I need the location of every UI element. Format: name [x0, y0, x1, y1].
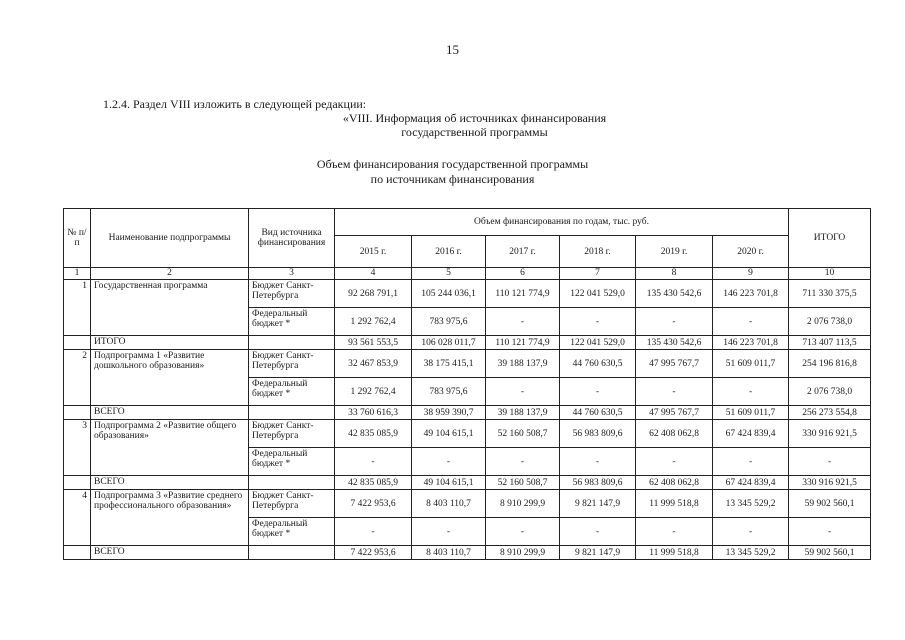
total-amount-cell: 256 273 554,8: [789, 406, 871, 420]
funding-source: Федеральный бюджет *: [249, 378, 335, 406]
amount-cell: 59 902 560,1: [789, 490, 871, 518]
amount-cell: 47 995 767,7: [636, 350, 713, 378]
total-label: ВСЕГО: [91, 546, 249, 560]
subprogram-name: Государственная программа: [91, 280, 249, 336]
total-row: [64, 546, 871, 560]
table-body: [64, 280, 871, 560]
amount-cell: 8 403 110,7: [412, 490, 486, 518]
header-year: 2017 г.: [486, 236, 560, 268]
intro-paragraph: 1.2.4. Раздел VIII изложить в следующей редакции:: [103, 97, 367, 111]
amount-cell: 38 175 415,1: [412, 350, 486, 378]
amount-cell: -: [636, 448, 713, 476]
total-amount-cell: 330 916 921,5: [789, 476, 871, 490]
amount-cell: -: [335, 448, 412, 476]
row-number: 2: [64, 350, 91, 406]
total-row-source: [249, 476, 335, 490]
funding-source: Федеральный бюджет *: [249, 448, 335, 476]
total-amount-cell: 67 424 839,4: [713, 476, 789, 490]
amount-cell: 7 422 953,6: [335, 490, 412, 518]
column-number: 6: [486, 268, 560, 280]
page-number: 15: [446, 42, 459, 57]
total-amount-cell: 44 760 630,5: [560, 406, 636, 420]
table-row: [64, 350, 871, 378]
amount-cell: -: [713, 378, 789, 406]
header-year: 2016 г.: [412, 236, 486, 268]
amount-cell: 135 430 542,6: [636, 280, 713, 308]
amount-cell: -: [412, 448, 486, 476]
amount-cell: 49 104 615,1: [412, 420, 486, 448]
amount-cell: -: [713, 448, 789, 476]
total-row-num: [64, 476, 91, 490]
total-row: [64, 406, 871, 420]
table-row: [64, 420, 871, 448]
total-amount-cell: 110 121 774,9: [486, 336, 560, 350]
amount-cell: 2 076 738,0: [789, 378, 871, 406]
subtitle-line-1: Объем финансирования государственной программы: [316, 157, 589, 171]
total-amount-cell: 11 999 518,8: [636, 546, 713, 560]
amount-cell: 254 196 816,8: [789, 350, 871, 378]
amount-cell: 110 121 774,9: [486, 280, 560, 308]
amount-cell: 1 292 762,4: [335, 378, 412, 406]
amount-cell: 42 835 085,9: [335, 420, 412, 448]
amount-cell: -: [713, 518, 789, 546]
amount-cell: 11 999 518,8: [636, 490, 713, 518]
funding-source: Бюджет Санкт-Петербурга: [249, 420, 335, 448]
subtitle-line-2: по источникам финансирования: [370, 172, 535, 186]
header-years-group: Объем финансирования по годам, тыс. руб.: [335, 209, 789, 236]
amount-cell: -: [486, 518, 560, 546]
total-row: [64, 336, 871, 350]
amount-cell: -: [486, 448, 560, 476]
table-row: [64, 490, 871, 518]
amount-cell: 783 975,6: [412, 378, 486, 406]
total-amount-cell: 39 188 137,9: [486, 406, 560, 420]
header-total: ИТОГО: [789, 209, 871, 268]
funding-source: Федеральный бюджет *: [249, 308, 335, 336]
amount-cell: 44 760 630,5: [560, 350, 636, 378]
amount-cell: 13 345 529,2: [713, 490, 789, 518]
total-amount-cell: 713 407 113,5: [789, 336, 871, 350]
total-amount-cell: 93 561 553,5: [335, 336, 412, 350]
amount-cell: 8 910 299,9: [486, 490, 560, 518]
total-amount-cell: 52 160 508,7: [486, 476, 560, 490]
total-row: [64, 476, 871, 490]
amount-cell: 146 223 701,8: [713, 280, 789, 308]
column-number: 10: [789, 268, 871, 280]
column-number: 8: [636, 268, 713, 280]
amount-cell: -: [486, 378, 560, 406]
amount-cell: 67 424 839,4: [713, 420, 789, 448]
amount-cell: 51 609 011,7: [713, 350, 789, 378]
amount-cell: -: [412, 518, 486, 546]
amount-cell: -: [560, 448, 636, 476]
total-row-source: [249, 406, 335, 420]
total-amount-cell: 8 910 299,9: [486, 546, 560, 560]
amount-cell: 2 076 738,0: [789, 308, 871, 336]
total-amount-cell: 56 983 809,6: [560, 476, 636, 490]
header-year: 2018 г.: [560, 236, 636, 268]
table-header: [64, 209, 871, 280]
total-amount-cell: 135 430 542,6: [636, 336, 713, 350]
amount-cell: 330 916 921,5: [789, 420, 871, 448]
subprogram-name: Подпрограмма 3 «Развитие среднего профессионального образования»: [91, 490, 249, 546]
header-source: Вид источника финансирования: [249, 209, 335, 268]
total-amount-cell: 122 041 529,0: [560, 336, 636, 350]
amount-cell: 32 467 853,9: [335, 350, 412, 378]
subprogram-name: Подпрограмма 1 «Развитие дошкольного образования»: [91, 350, 249, 406]
total-amount-cell: 51 609 011,7: [713, 406, 789, 420]
total-amount-cell: 62 408 062,8: [636, 476, 713, 490]
row-number: 4: [64, 490, 91, 546]
amount-cell: -: [636, 378, 713, 406]
total-amount-cell: 59 902 560,1: [789, 546, 871, 560]
amount-cell: 105 244 036,1: [412, 280, 486, 308]
total-row-num: [64, 546, 91, 560]
funding-source: Бюджет Санкт-Петербурга: [249, 490, 335, 518]
amount-cell: 122 041 529,0: [560, 280, 636, 308]
amount-cell: -: [789, 518, 871, 546]
column-number: 1: [64, 268, 91, 280]
total-amount-cell: 146 223 701,8: [713, 336, 789, 350]
column-number: 5: [412, 268, 486, 280]
amount-cell: 92 268 791,1: [335, 280, 412, 308]
amount-cell: -: [636, 518, 713, 546]
column-number: 3: [249, 268, 335, 280]
funding-source: Бюджет Санкт-Петербурга: [249, 350, 335, 378]
header-year: 2019 г.: [636, 236, 713, 268]
amount-cell: -: [560, 518, 636, 546]
amount-cell: -: [560, 378, 636, 406]
amount-cell: 52 160 508,7: [486, 420, 560, 448]
total-amount-cell: 38 959 390,7: [412, 406, 486, 420]
column-number: 2: [91, 268, 249, 280]
section-title-line-1: «VIII. Информация об источниках финансирования: [342, 111, 607, 125]
amount-cell: 711 330 375,5: [789, 280, 871, 308]
total-amount-cell: 9 821 147,9: [560, 546, 636, 560]
total-label: ИТОГО: [91, 336, 249, 350]
amount-cell: -: [335, 518, 412, 546]
header-name: Наименование подпрограммы: [91, 209, 249, 268]
total-label: ВСЕГО: [91, 476, 249, 490]
amount-cell: 1 292 762,4: [335, 308, 412, 336]
amount-cell: -: [486, 308, 560, 336]
total-amount-cell: 13 345 529,2: [713, 546, 789, 560]
amount-cell: 9 821 147,9: [560, 490, 636, 518]
amount-cell: -: [713, 308, 789, 336]
row-number: 1: [64, 280, 91, 336]
funding-source: Бюджет Санкт-Петербурга: [249, 280, 335, 308]
column-number: 4: [335, 268, 412, 280]
header-num: № п/п: [64, 209, 91, 268]
total-amount-cell: 33 760 616,3: [335, 406, 412, 420]
total-row-source: [249, 336, 335, 350]
amount-cell: -: [560, 308, 636, 336]
column-number: 7: [560, 268, 636, 280]
table-row: [64, 280, 871, 308]
section-title: [0, 111, 905, 139]
total-amount-cell: 106 028 011,7: [412, 336, 486, 350]
amount-cell: 783 975,6: [412, 308, 486, 336]
section-title-line-2: государственной программы: [401, 125, 548, 139]
total-row-source: [249, 546, 335, 560]
header-year: 2015 г.: [335, 236, 412, 268]
amount-cell: 56 983 809,6: [560, 420, 636, 448]
funding-source: Федеральный бюджет *: [249, 518, 335, 546]
total-amount-cell: 49 104 615,1: [412, 476, 486, 490]
amount-cell: -: [789, 448, 871, 476]
total-amount-cell: 7 422 953,6: [335, 546, 412, 560]
total-amount-cell: 47 995 767,7: [636, 406, 713, 420]
total-row-num: [64, 406, 91, 420]
total-amount-cell: 8 403 110,7: [412, 546, 486, 560]
amount-cell: -: [636, 308, 713, 336]
amount-cell: 62 408 062,8: [636, 420, 713, 448]
header-year: 2020 г.: [713, 236, 789, 268]
total-amount-cell: 42 835 085,9: [335, 476, 412, 490]
column-number: 9: [713, 268, 789, 280]
amount-cell: 39 188 137,9: [486, 350, 560, 378]
subprogram-name: Подпрограмма 2 «Развитие общего образования»: [91, 420, 249, 476]
total-row-num: [64, 336, 91, 350]
row-number: 3: [64, 420, 91, 476]
financing-table: [63, 208, 871, 560]
table-subtitle: [0, 157, 905, 187]
total-label: ВСЕГО: [91, 406, 249, 420]
